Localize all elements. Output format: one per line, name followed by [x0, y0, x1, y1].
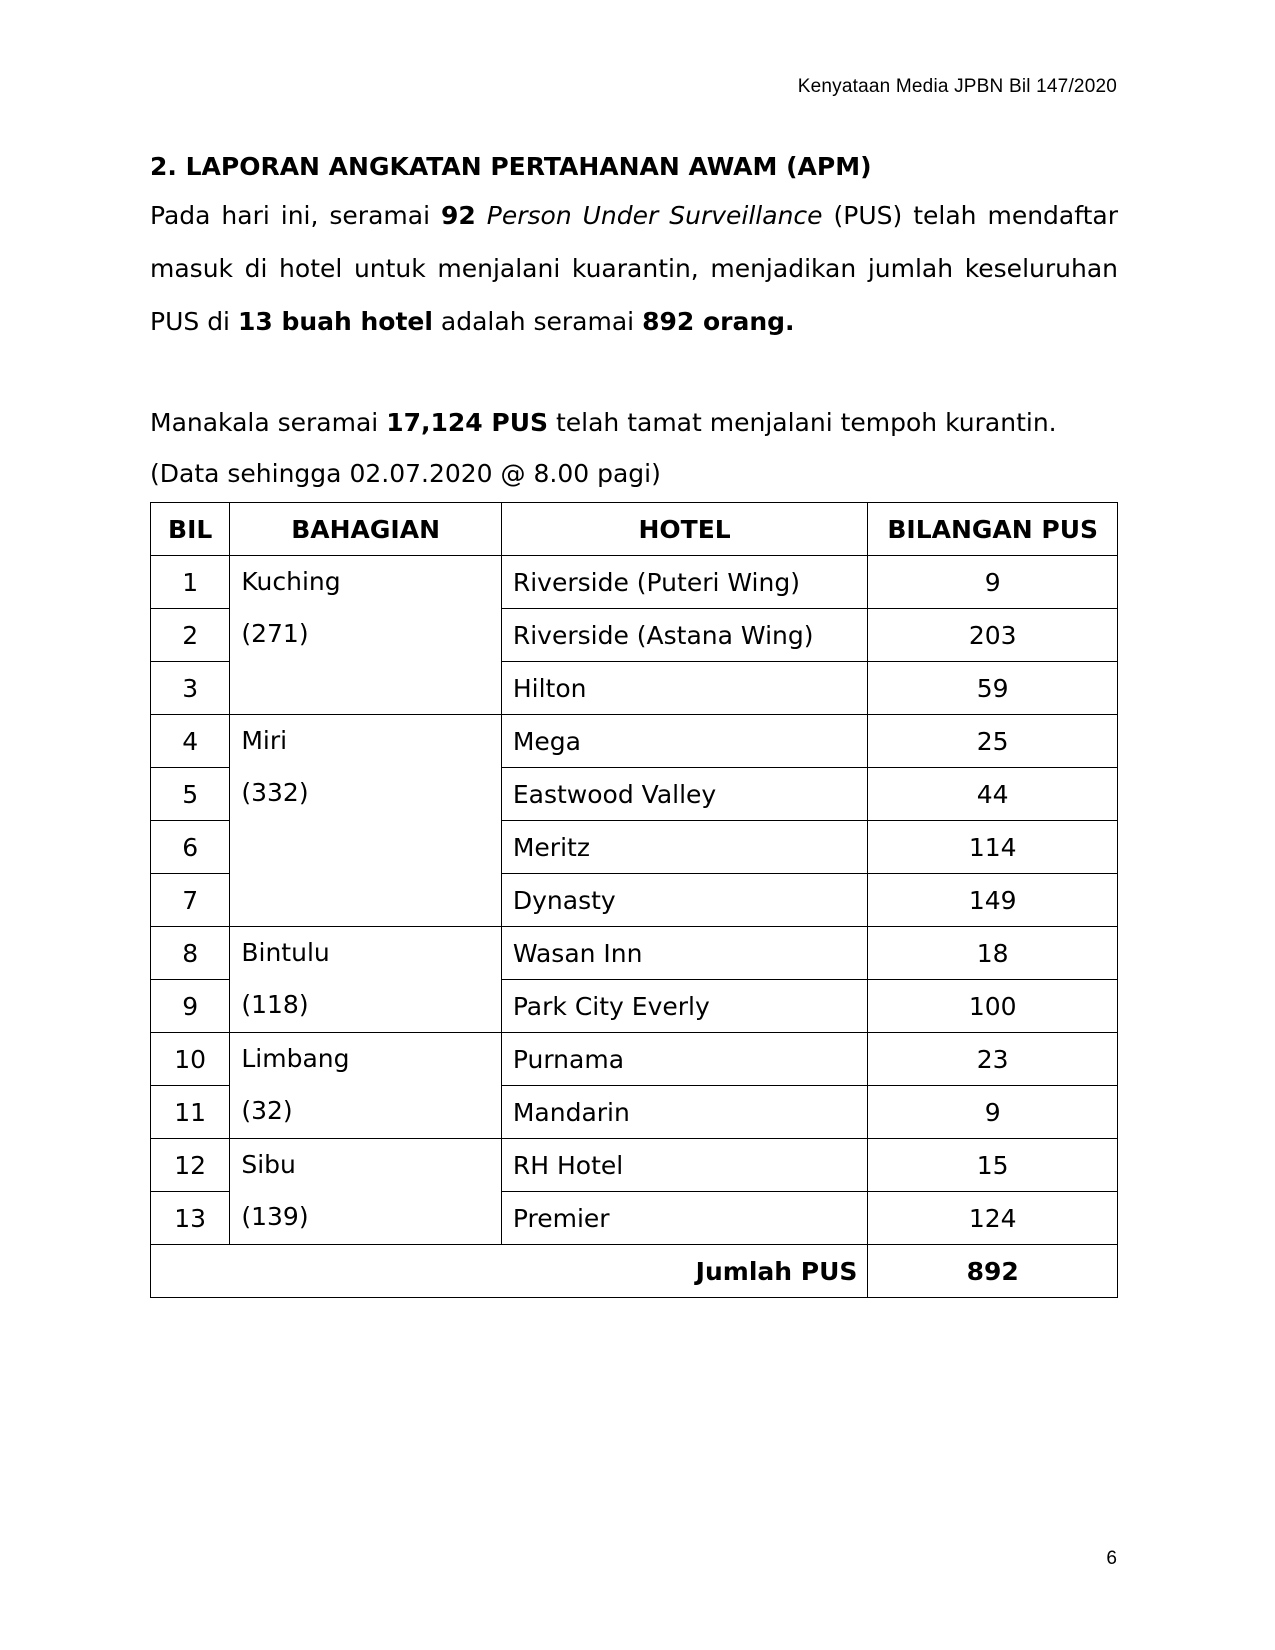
- total-value: 892: [868, 1245, 1118, 1298]
- division-name: Limbang: [241, 1044, 350, 1073]
- cell-bahagian-bintulu: [230, 927, 502, 1033]
- text: (PUS) telah mendaftar masuk di hotel untuk menjalani kuarantin, menjadikan jumlah keseluruhan PUS di: [150, 201, 1119, 336]
- cell-pus: 124: [868, 1192, 1118, 1245]
- hotel-quarantine-table: [150, 502, 1118, 1298]
- bold-text: 13 buah hotel: [237, 307, 433, 336]
- cell-pus: 114: [868, 821, 1118, 874]
- text: Manakala seramai: [150, 408, 387, 437]
- table-row: [151, 556, 1118, 609]
- cell-hotel: Riverside (Puteri Wing): [501, 556, 868, 609]
- division-count: (118): [241, 990, 309, 1019]
- table-row: [151, 1139, 1118, 1192]
- cell-bil: 8: [151, 927, 230, 980]
- cell-pus: 149: [868, 874, 1118, 927]
- cell-pus: 18: [868, 927, 1118, 980]
- table-row: [151, 1033, 1118, 1086]
- cell-pus: 23: [868, 1033, 1118, 1086]
- bold-text: 17,124 PUS: [386, 408, 549, 437]
- division-count: (332): [241, 778, 309, 807]
- cell-bil: 13: [151, 1192, 230, 1245]
- column-header-bil: BIL: [151, 503, 230, 556]
- cell-bil: 9: [151, 980, 230, 1033]
- text: [476, 201, 487, 230]
- document-reference: Kenyataan Media JPBN Bil 147/2020: [797, 76, 1117, 97]
- paragraph-pus-registration: [150, 189, 1118, 348]
- division-name: Miri: [241, 726, 288, 755]
- bold-text: 92: [441, 201, 476, 230]
- text: adalah seramai: [432, 307, 643, 336]
- cell-pus: 9: [868, 1086, 1118, 1139]
- cell-pus: 44: [868, 768, 1118, 821]
- cell-hotel: Park City Everly: [501, 980, 868, 1033]
- total-label: Jumlah PUS: [151, 1245, 868, 1298]
- cell-pus: 15: [868, 1139, 1118, 1192]
- cell-bahagian-sibu: [230, 1139, 502, 1245]
- cell-bil: 3: [151, 662, 230, 715]
- division-count: (271): [241, 619, 309, 648]
- cell-bahagian-miri: [230, 715, 502, 927]
- cell-pus: 203: [868, 609, 1118, 662]
- section-title: 2. LAPORAN ANGKATAN PERTAHANAN AWAM (APM): [150, 152, 872, 181]
- cell-hotel: Wasan Inn: [501, 927, 868, 980]
- cell-hotel: RH Hotel: [501, 1139, 868, 1192]
- division-count: (139): [241, 1202, 309, 1231]
- cell-hotel: Mandarin: [501, 1086, 868, 1139]
- text: telah tamat menjalani tempoh kurantin.: [548, 408, 1057, 437]
- table-header-row: [151, 503, 1118, 556]
- division-count: (32): [241, 1096, 293, 1125]
- cell-bil: 11: [151, 1086, 230, 1139]
- cell-hotel: Hilton: [501, 662, 868, 715]
- cell-bil: 7: [151, 874, 230, 927]
- cell-hotel: Purnama: [501, 1033, 868, 1086]
- cell-bil: 12: [151, 1139, 230, 1192]
- cell-bil: 1: [151, 556, 230, 609]
- table-row: [151, 927, 1118, 980]
- data-date-note: (Data sehingga 02.07.2020 @ 8.00 pagi): [150, 459, 661, 488]
- table-row: [151, 715, 1118, 768]
- column-header-bahagian: BAHAGIAN: [230, 503, 502, 556]
- column-header-bilangan-pus: BILANGAN PUS: [868, 503, 1118, 556]
- paragraph-pus-completed: [150, 396, 1118, 449]
- cell-bil: 2: [151, 609, 230, 662]
- cell-hotel: Riverside (Astana Wing): [501, 609, 868, 662]
- italic-text: Person Under Surveillance: [486, 201, 823, 230]
- cell-pus: 9: [868, 556, 1118, 609]
- cell-pus: 25: [868, 715, 1118, 768]
- cell-bil: 5: [151, 768, 230, 821]
- table-total-row: [151, 1245, 1118, 1298]
- cell-hotel: Mega: [501, 715, 868, 768]
- cell-bahagian-kuching: [230, 556, 502, 715]
- cell-hotel: Dynasty: [501, 874, 868, 927]
- bold-text: 892 orang.: [642, 307, 795, 336]
- cell-pus: 100: [868, 980, 1118, 1033]
- cell-bil: 10: [151, 1033, 230, 1086]
- main-content: [150, 145, 1118, 1298]
- cell-hotel: Eastwood Valley: [501, 768, 868, 821]
- cell-hotel: Meritz: [501, 821, 868, 874]
- page-number: 6: [1106, 1548, 1117, 1569]
- cell-bahagian-limbang: [230, 1033, 502, 1139]
- division-name: Sibu: [241, 1150, 296, 1179]
- division-name: Kuching: [241, 567, 341, 596]
- cell-bil: 4: [151, 715, 230, 768]
- column-header-hotel: HOTEL: [501, 503, 868, 556]
- cell-hotel: Premier: [501, 1192, 868, 1245]
- cell-pus: 59: [868, 662, 1118, 715]
- division-name: Bintulu: [241, 938, 330, 967]
- text: Pada hari ini, seramai: [150, 201, 441, 230]
- cell-bil: 6: [151, 821, 230, 874]
